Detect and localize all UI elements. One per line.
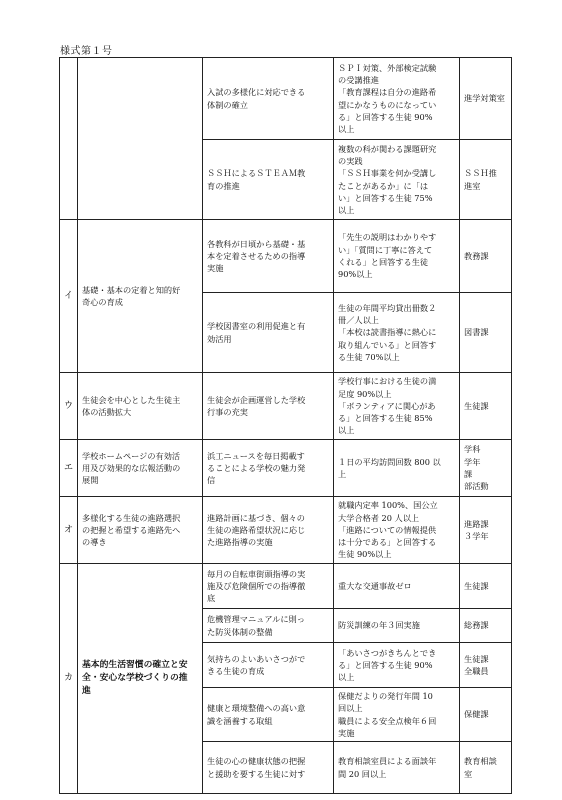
text-line: 危機管理マニュアルに則っ — [207, 614, 305, 625]
department-cell — [460, 497, 512, 564]
section-number: カ — [60, 564, 78, 794]
text-line: 重大な交通事故ゼロ — [338, 580, 412, 591]
text-line: 上 — [338, 469, 347, 479]
text-line: 体の活動拡大 — [82, 407, 132, 417]
text-line: 部活動 — [464, 481, 489, 492]
text-line: 職員による安全点検年６回 — [338, 715, 437, 726]
text-line: 各教科が日頃から基礎・基 — [207, 238, 306, 249]
text-line: い」と回答する生徒 75% — [338, 192, 433, 203]
text-line: る」と回答する生徒 90% — [338, 659, 433, 670]
goal-cell — [334, 742, 460, 794]
section-number: ウ — [60, 373, 78, 440]
text-line: 実施 — [338, 727, 355, 738]
section-number: オ — [60, 497, 78, 564]
text-line: 生徒課 — [464, 653, 489, 664]
text-line: 複数の科が関わる課題研究 — [338, 143, 437, 154]
section-number: イ — [60, 220, 78, 373]
measure-cell — [203, 58, 334, 140]
department-cell — [460, 643, 512, 688]
department-cell — [460, 609, 512, 643]
text-line: 生徒 90%以上 — [338, 549, 392, 560]
text-line: 教育相談室員による面談年 — [338, 756, 437, 767]
measure-cell — [203, 609, 334, 643]
text-line: 生徒課 — [464, 580, 489, 591]
text-line: た防災体制の整備 — [207, 626, 273, 637]
goal-cell — [334, 440, 460, 497]
text-line: 信 — [207, 475, 216, 486]
text-line: 健康と環境整備への高い意 — [207, 703, 306, 714]
text-line: 体制の確立 — [207, 99, 248, 110]
text-line: 総務課 — [464, 620, 489, 631]
department-cell — [460, 373, 512, 440]
text-line: 生徒会を中心とした生徒主 — [82, 394, 181, 405]
goal-cell — [334, 609, 460, 643]
text-line: 大学合格者 20 人以上 — [338, 512, 420, 523]
measure-cell — [203, 140, 334, 220]
table-row — [60, 564, 512, 609]
text-line: ることによる学校の魅力発 — [207, 462, 306, 473]
table-row — [60, 58, 512, 140]
text-line: 学校図書室の利用促進と有 — [207, 321, 306, 332]
text-line: 学年 — [464, 456, 481, 467]
section-objective — [78, 564, 203, 794]
text-line: 全職員 — [464, 666, 489, 676]
goal-cell — [334, 688, 460, 742]
text-line: 気持ちのよいあいさつがで — [207, 653, 306, 664]
department-cell — [460, 564, 512, 609]
section-number: エ — [60, 440, 78, 497]
text-line: 生徒の年間平均貸出冊数２ — [338, 302, 437, 313]
text-line: は十分である」と回答する — [338, 537, 437, 548]
text-line: 浜工ニュースを毎日掲載す — [207, 450, 305, 461]
section-objective — [78, 373, 203, 440]
goal-cell — [334, 140, 460, 220]
text-line: 以上 — [338, 205, 355, 216]
text-line: 実施 — [207, 263, 224, 274]
department-cell — [460, 58, 512, 140]
table-row — [60, 497, 512, 564]
goal-cell — [334, 293, 460, 373]
measure-cell — [203, 220, 334, 293]
department-cell — [460, 293, 512, 373]
text-line: 毎月の自転車街頭指導の実 — [207, 568, 306, 579]
table-body — [60, 58, 512, 794]
department-cell — [460, 742, 512, 794]
text-line: 識を涵養する取組 — [207, 715, 273, 726]
text-line: 用及び効果的な広報活動の — [82, 462, 181, 473]
text-line: と援助を要する生徒に対す — [207, 768, 306, 779]
goal-cell — [334, 220, 460, 293]
text-line: 就職内定率 100%、国公立 — [338, 500, 438, 511]
text-line: 入試の多様化に対応できる — [207, 87, 306, 98]
department-cell — [460, 140, 512, 220]
table-row — [60, 220, 512, 293]
text-line: 生徒課 — [464, 400, 489, 411]
text-line: 望にかなうものになってい — [338, 99, 437, 110]
text-line: 取り組んでいる」と回答す — [338, 339, 437, 350]
text-line: 「教育課程は自分の進路希 — [338, 87, 437, 98]
text-line: 多様化する生徒の進路選択 — [82, 512, 181, 523]
text-line: 「先生の説明はわかりやす — [338, 232, 437, 243]
text-line: 進室 — [464, 180, 481, 191]
text-line: の導き — [82, 537, 107, 548]
text-line: 展開 — [82, 475, 99, 486]
text-line: 進路計画に基づき、個々の — [207, 512, 305, 523]
text-line: 「ＳＳＨ事業を何か受講し — [338, 168, 437, 179]
text-line: 防災訓練の年３回実施 — [338, 620, 420, 631]
text-line: 足度 90%以上 — [338, 388, 392, 399]
text-line: 奇心の育成 — [82, 297, 123, 307]
goal-cell — [334, 58, 460, 140]
text-line: 「あいさつがきちんとでき — [338, 647, 437, 658]
text-line: 生徒会が企画運営した学校 — [207, 394, 306, 405]
text-line: 育の推進 — [207, 180, 240, 191]
goal-cell — [334, 497, 460, 564]
text-line: 以上 — [338, 425, 355, 436]
text-line: 教育相談 — [464, 756, 497, 767]
measure-cell — [203, 497, 334, 564]
text-line: る」と回答する生徒 85% — [338, 413, 433, 424]
text-line: 90%以上 — [338, 269, 373, 280]
text-line: ３学年 — [464, 531, 489, 541]
school-plan-table — [59, 57, 512, 794]
measure-cell — [203, 373, 334, 440]
text-line: 施及び危険個所での指導徹 — [207, 580, 306, 591]
text-line: の受講推進 — [338, 74, 379, 85]
text-line: 行事の充実 — [207, 407, 248, 417]
measure-cell — [203, 742, 334, 794]
form-number-label: 様式第１号 — [60, 46, 113, 57]
goal-cell — [334, 373, 460, 440]
text-line: 進 — [82, 686, 91, 697]
text-line: 図書課 — [464, 327, 489, 338]
text-line: 底 — [207, 593, 216, 604]
text-line: 以上 — [338, 672, 355, 683]
text-line: 効活用 — [207, 333, 232, 344]
text-line: たことがあるか」に「は — [338, 180, 429, 191]
text-line: ＳＳＨ推 — [464, 168, 497, 179]
measure-cell — [203, 688, 334, 742]
text-line: くれる」と回答する生徒 — [338, 257, 429, 267]
text-line: る」と回答する生徒 90% — [338, 111, 433, 122]
section-objective — [78, 497, 203, 564]
text-line: きる生徒の育成 — [207, 666, 265, 676]
text-line: 室 — [464, 768, 473, 779]
text-line: の実践 — [338, 155, 363, 166]
measure-cell — [203, 440, 334, 497]
text-line: 本を定着させるための指導 — [207, 250, 306, 261]
section-objective — [78, 58, 203, 220]
text-line: る生徒 70%以上 — [338, 351, 400, 362]
text-line: い」「質問に丁寧に答えて — [338, 244, 433, 255]
text-line: た進路指導の実施 — [207, 537, 273, 548]
text-line: 基本的生活習慣の確立と安 — [82, 660, 188, 671]
text-line: ＳＳＨによるＳＴＥＡＭ教 — [207, 168, 306, 179]
text-line: 回以上 — [338, 703, 363, 714]
text-line: 進路課 — [464, 518, 489, 529]
text-line: 「進路についての情報提供 — [338, 524, 437, 535]
department-cell — [460, 440, 512, 497]
text-line: 保健だよりの発行年間 10 — [338, 691, 433, 701]
text-line: 基礎・基本の定着と知的好 — [82, 284, 181, 295]
text-line: 間 20 回以上 — [338, 768, 387, 779]
table-row — [60, 373, 512, 440]
goal-cell — [334, 643, 460, 688]
text-line: 進学対策室 — [464, 93, 505, 104]
text-line: 学科 — [464, 444, 481, 455]
text-line: 生徒の心の健康状態の把握 — [207, 756, 306, 767]
text-line: 学校ホームページの有効活 — [82, 450, 181, 461]
table-row — [60, 440, 512, 497]
text-line: 「本校は読書指導に熱心に — [338, 327, 437, 338]
text-line: 教務課 — [464, 250, 489, 261]
text-line: 保健課 — [464, 709, 489, 720]
measure-cell — [203, 564, 334, 609]
text-line: の把握と希望する進路先へ — [82, 524, 181, 535]
text-line: ＳＰＩ対策、外部検定試験 — [338, 62, 437, 73]
text-line: 生徒の進路希望状況に応じ — [207, 524, 306, 535]
department-cell — [460, 688, 512, 742]
section-objective — [78, 220, 203, 373]
department-cell — [460, 220, 512, 293]
text-line: １日の平均訪問回数 800 以 — [338, 456, 441, 467]
measure-cell — [203, 643, 334, 688]
section-number — [60, 58, 78, 220]
measure-cell — [203, 293, 334, 373]
text-line: 全・安心な学校づくりの推 — [82, 673, 188, 684]
text-line: 冊／人以上 — [338, 315, 379, 326]
text-line: 課 — [464, 469, 473, 479]
text-line: 以上 — [338, 124, 355, 135]
text-line: 「ボランティアに関心があ — [338, 400, 436, 411]
text-line: 学校行事における生徒の満 — [338, 376, 437, 387]
section-objective — [78, 440, 203, 497]
goal-cell — [334, 564, 460, 609]
